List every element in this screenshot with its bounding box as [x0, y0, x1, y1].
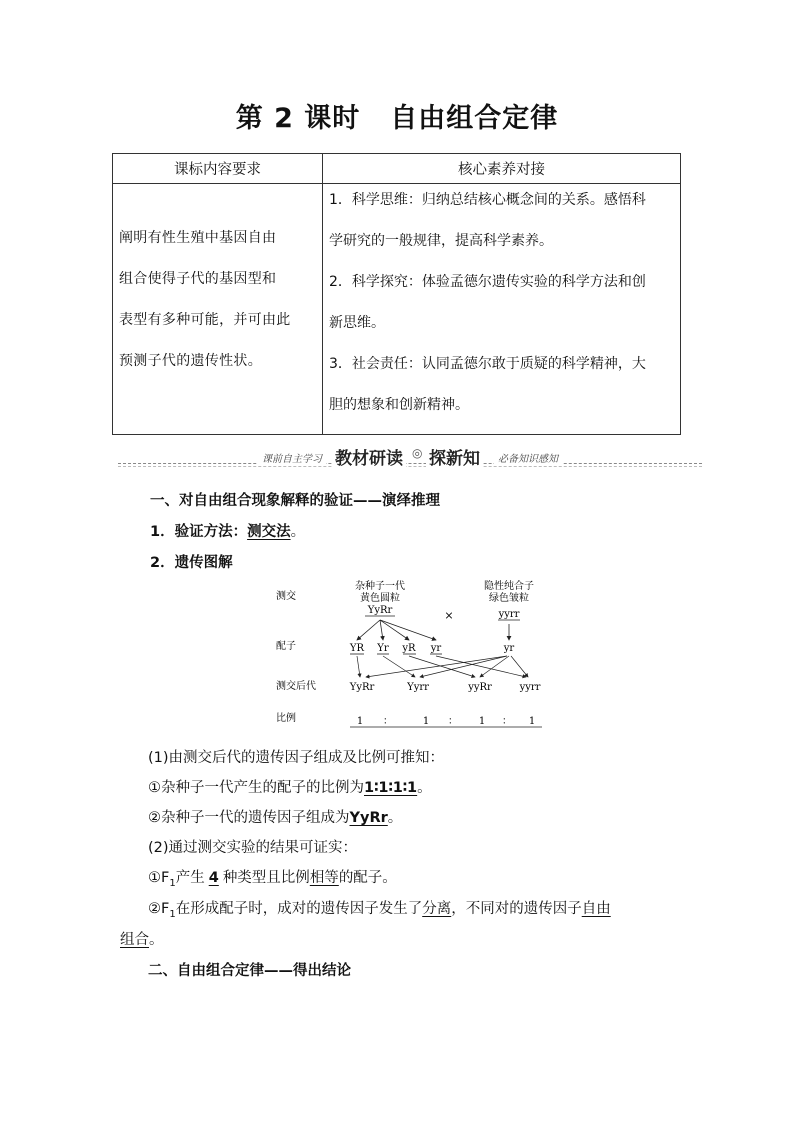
parent1-name: 杂种子一代: [355, 581, 405, 592]
table-header-row: [113, 154, 681, 184]
header-curriculum: 课标内容要求: [113, 154, 323, 184]
literacy-cell: [323, 184, 681, 435]
table-body-row: [113, 184, 681, 435]
para-b2-mid1: 在形成配子时，成对的遗传因子发生了: [175, 901, 423, 917]
equal-ratio-value: 相等: [309, 870, 339, 886]
parent1-phenotype: 黄色圆粒: [360, 593, 400, 604]
label-testcross: 测交: [276, 591, 296, 602]
curriculum-line: 预测子代的遗传性状。: [119, 353, 262, 369]
ratio-value: 1: [422, 716, 430, 727]
method-end: 。: [290, 524, 306, 540]
paragraph-2: (2)通过测交实验的结果可证实：: [148, 840, 358, 856]
curriculum-line: 组合使得子代的基因型和: [119, 271, 277, 287]
paragraph-2-item-1: [148, 866, 397, 889]
section2-heading: 二、自由组合定律——得出结论: [148, 963, 351, 979]
ratio-value: 1: [356, 716, 364, 727]
method-value: 测交法: [247, 524, 291, 540]
standards-table: [112, 153, 681, 435]
para-b1-pre: ①F: [148, 870, 170, 886]
ratio-separator: ：: [448, 716, 458, 727]
banner-title-1: 教材研读: [332, 444, 406, 469]
arrow-to-yR: [380, 620, 409, 640]
arrow-to-Yr: [380, 620, 383, 640]
ratio-value: 1: [478, 716, 486, 727]
para-b2-mid2: ，不同对的遗传因子: [451, 901, 582, 917]
parent2-genotype: yyrr: [498, 609, 520, 620]
banner-dot-icon: ◎: [412, 446, 423, 460]
banner-rule: [118, 463, 702, 464]
arrow-YR-YyRr: [357, 656, 360, 677]
para-b1-mid1: 产生: [175, 870, 205, 886]
paragraph-1-item-2: [148, 806, 402, 827]
gamete-yR: yR: [402, 643, 416, 654]
free-value: 自由: [581, 901, 611, 917]
arrow-to-yr: [380, 620, 436, 640]
ratio-value: 1: [528, 716, 536, 727]
arrow-to-YR: [357, 620, 380, 640]
gamete-Yr: Yr: [377, 643, 389, 654]
section-banner: [118, 444, 702, 468]
literacy-line: 新思维。: [329, 315, 385, 331]
para-a1-post: 。: [417, 780, 432, 796]
header-literacy: 核心素养对接: [323, 154, 681, 184]
page-title: [0, 96, 794, 135]
diagram-caption: 2．遗传图解: [150, 555, 233, 571]
parent1-genotype: YyRr: [367, 605, 393, 616]
para-b1-post: 的配子。: [338, 870, 397, 886]
cross-symbol: ×: [444, 609, 454, 622]
title-lesson: 第 2 课时: [235, 103, 361, 134]
para-b2-pre: ②F: [148, 901, 170, 917]
method-label: 1．验证方法：: [150, 524, 248, 540]
ratio-separator: ：: [383, 716, 393, 727]
gamete-type-count: 4: [208, 870, 219, 886]
para-b2-sub: 1: [169, 908, 176, 920]
parent2-name: 隐性纯合子: [484, 581, 534, 592]
para-a2-post: 。: [387, 810, 403, 826]
label-gametes: 配子: [276, 641, 296, 652]
literacy-line: 1．科学思维：归纳总结核心概念间的关系。感悟科: [329, 192, 646, 208]
arrow-yr2-YyRr: [366, 656, 507, 677]
para-b2-post: 。: [149, 932, 164, 948]
banner-left-label: 课前自主学习: [258, 450, 326, 465]
segregation-value: 分离: [422, 901, 452, 917]
parent2-phenotype: 绿色皱粒: [489, 593, 529, 604]
method-line: [150, 520, 305, 541]
para-b1-sub: 1: [169, 877, 176, 889]
banner-right-label: 必备知识感知: [494, 450, 562, 465]
banner-rule-lower: [118, 466, 702, 467]
literacy-line: 学研究的一般规律，提高科学素养。: [329, 233, 553, 249]
gamete-recessive-yr: yr: [503, 643, 515, 654]
offspring-YyRr: YyRr: [349, 682, 375, 693]
arrow-yr-yyrr: [436, 656, 526, 677]
ratio-separator: ：: [502, 716, 512, 727]
section1-heading: 一、对自由组合现象解释的验证——演绎推理: [150, 493, 440, 509]
paragraph-1: (1)由测交后代的遗传因子组成及比例可推知：: [148, 750, 445, 766]
literacy-line: 3．社会责任：认同孟德尔敢于质疑的科学精神，大: [329, 356, 646, 372]
gamete-YR: YR: [349, 643, 365, 654]
banner-title-2: 探新知: [426, 444, 483, 469]
offspring-Yyrr: Yyrr: [407, 682, 429, 693]
genotype-value: YyRr: [349, 810, 388, 826]
para-a1-pre: ①杂种子一代产生的配子的比例为: [148, 780, 364, 796]
offspring-yyrr: yyrr: [519, 682, 541, 693]
gamete-yr: yr: [430, 643, 442, 654]
curriculum-cell: [113, 184, 323, 435]
genetics-diagram: [270, 578, 560, 734]
literacy-line: 2．科学探究：体验孟德尔遗传实验的科学方法和创: [329, 274, 646, 290]
combination-value: 组合: [120, 932, 149, 948]
paragraph-2-item-2: [148, 897, 611, 920]
literacy-line: 胆的想象和创新精神。: [329, 397, 469, 413]
para-a2-pre: ②杂种子一代的遗传因子组成为: [148, 810, 350, 826]
gamete-ratio-value: 1∶1∶1∶1: [364, 780, 418, 796]
paragraph-1-item-1: [148, 776, 432, 797]
offspring-yyRr: yyRr: [468, 682, 492, 693]
title-topic: 自由组合定律: [390, 103, 559, 134]
curriculum-line: 表型有多种可能，并可由此: [119, 312, 291, 328]
label-offspring: 测交后代: [276, 681, 316, 692]
para-b1-mid2: 种类型且比例: [222, 870, 310, 886]
paragraph-2-item-2-cont: [120, 928, 164, 949]
curriculum-line: 阐明有性生殖中基因自由: [119, 230, 277, 246]
arrow-yR-yyRr: [409, 656, 475, 677]
label-ratio: 比例: [276, 713, 296, 724]
